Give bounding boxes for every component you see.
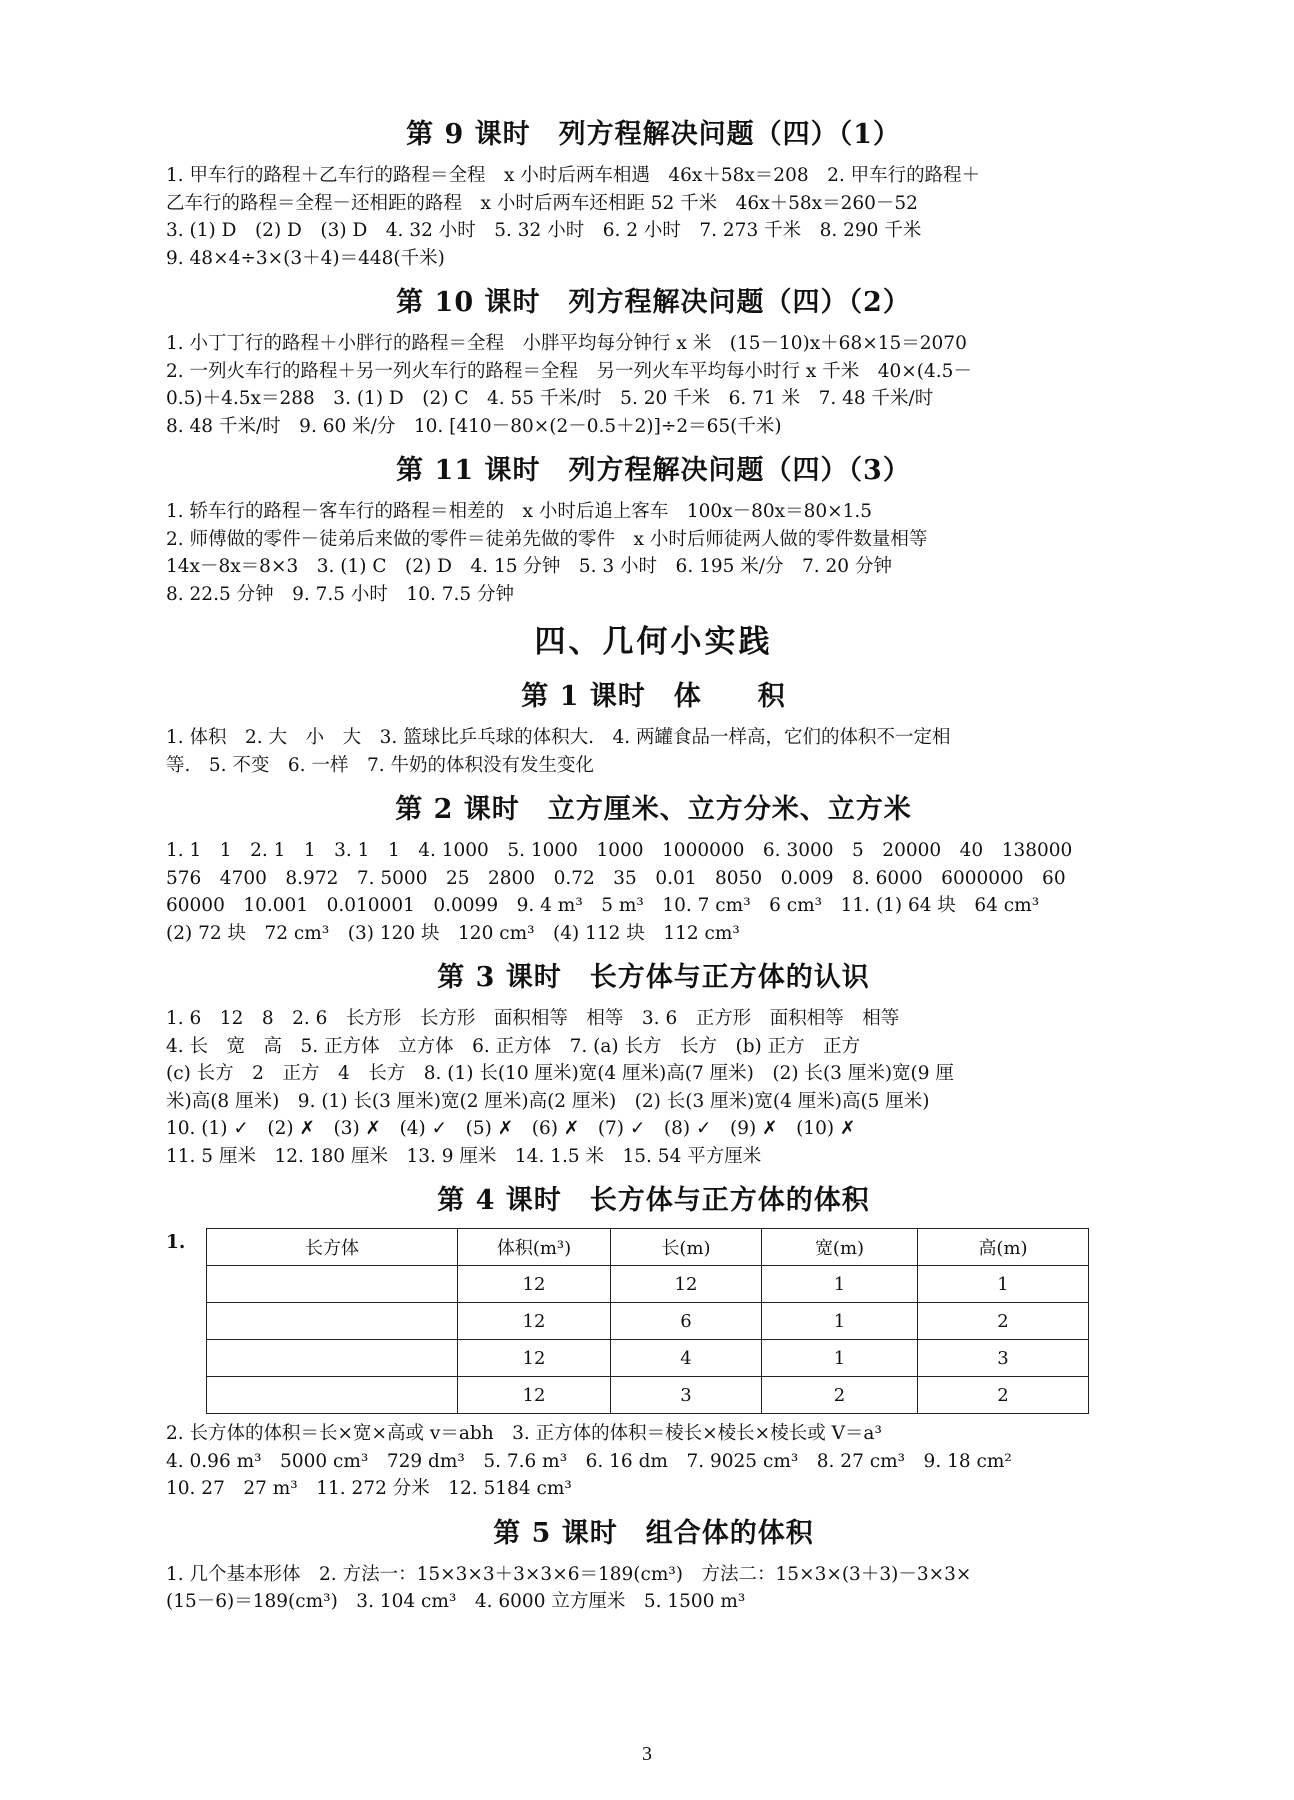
- table-cell: 1: [762, 1266, 918, 1303]
- answer-lines: [166, 1420, 1141, 1503]
- table-cell: 2: [918, 1377, 1089, 1414]
- answer-line: 4. 长 宽 高 5. 正方体 立方体 6. 正方体 7. (a) 长方 长方 (b) 正方 正方: [166, 1035, 861, 1057]
- answer-line: 10. (1) ✓ (2) ✗ (3) ✗ (4) ✓ (5) ✗ (6) ✗ (7) ✓ (8) ✓ (9) ✗ (10) ✗: [166, 1118, 856, 1139]
- page-number: 3: [642, 1743, 652, 1765]
- lesson-title: 第 2 课时 立方厘米、立方分米、立方米: [395, 794, 912, 825]
- table-header-cell: 长方体: [207, 1229, 458, 1266]
- answer-lines: [166, 837, 1141, 947]
- answer-line: (2) 72 块 72 cm³ (3) 120 块 120 cm³ (4) 112 块 112 cm³: [166, 922, 740, 944]
- table-row: [207, 1266, 1089, 1303]
- table-cell: 12: [458, 1266, 611, 1303]
- table-question: [166, 1228, 1141, 1414]
- answer-line: 8. 48 千米/时 9. 60 米/分 10. [410－80×(2－0.5＋2)]÷2＝65(千米): [166, 415, 782, 437]
- answer-line: 14x－8x＝8×3 3. (1) C (2) D 4. 15 分钟 5. 3 小时 6. 195 米/分 7. 20 分钟: [166, 556, 892, 577]
- table-header-cell: 高(m): [918, 1229, 1089, 1266]
- answer-line: 576 4700 8.972 7. 5000 25 2800 0.72 35 0.01 8050 0.009 8. 6000 6000000 60: [166, 867, 1066, 889]
- table-header-cell: 体积(m³): [458, 1229, 611, 1266]
- lesson-title: 第 4 课时 长方体与正方体的体积: [437, 1185, 870, 1216]
- answer-line: 米)高(8 厘米) 9. (1) 长(3 厘米)宽(2 厘米)高(2 厘米) (2) 长(3 厘米)宽(4 厘米)高(5 厘米): [166, 1090, 930, 1112]
- answer-line: 1. 6 12 8 2. 6 长方形 长方形 面积相等 相等 3. 6 正方形 面积相等 相等: [166, 1008, 900, 1029]
- table-cell: 12: [458, 1377, 611, 1414]
- lesson-title: 第 1 课时 体 积: [521, 681, 786, 712]
- answer-lines: [166, 162, 1141, 272]
- answer-line: 乙车行的路程＝全程－还相距的路程 x 小时后两车还相距 52 千米 46x＋58x＝260－52: [166, 192, 918, 214]
- answer-line: 4. 0.96 m³ 5000 cm³ 729 dm³ 5. 7.6 m³ 6. 16 dm 7. 9025 cm³ 8. 27 cm³ 9. 18 cm²: [166, 1450, 1012, 1472]
- table-row: [207, 1377, 1089, 1414]
- answer-line: (15－6)＝189(cm³) 3. 104 cm³ 4. 6000 立方厘米 5. 1500 m³: [166, 1591, 746, 1612]
- lesson-title: 第 11 课时 列方程解决问题（四）（3）: [396, 455, 911, 486]
- lesson-title: 第 5 课时 组合体的体积: [493, 1517, 814, 1549]
- answer-line: 10. 27 27 m³ 11. 272 分米 12. 5184 cm³: [166, 1478, 572, 1499]
- answer-line: 1. 几个基本形体 2. 方法一：15×3×3＋3×3×6＝189(cm³) 方法二：15×3×(3＋3)－3×3×: [166, 1563, 972, 1585]
- lesson-title: 第 3 课时 长方体与正方体的认识: [437, 962, 870, 993]
- table-cell: 1: [918, 1266, 1089, 1303]
- answer-line: 2. 长方体的体积＝长×宽×高或 v＝abh 3. 正方体的体积＝棱长×棱长×棱长或 V＝a³: [166, 1423, 882, 1444]
- table-cell: [207, 1303, 458, 1340]
- table-cell: 2: [762, 1377, 918, 1414]
- answer-line: 1. 甲车行的路程＋乙车行的路程＝全程 x 小时后两车相遇 46x＋58x＝208 2. 甲车行的路程＋: [166, 165, 981, 186]
- table-cell: 12: [458, 1340, 611, 1377]
- table-header-row: [207, 1229, 1089, 1266]
- answer-lines: [166, 1561, 1141, 1616]
- answer-line: (c) 长方 2 正方 4 长方 8. (1) 长(10 厘米)宽(4 厘米)高(7 厘米) (2) 长(3 厘米)宽(9 厘: [166, 1063, 954, 1084]
- table-header-cell: 宽(m): [762, 1229, 918, 1266]
- answer-line: 3. (1) D (2) D (3) D 4. 32 小时 5. 32 小时 6. 2 小时 7. 273 千米 8. 290 千米: [166, 220, 922, 241]
- answer-line: 1. 体积 2. 大 小 大 3. 篮球比乒乓球的体积大. 4. 两罐食品一样高，它们的体积不一定相: [166, 727, 951, 748]
- question-number: 1.: [166, 1232, 186, 1253]
- table-cell: 12: [458, 1303, 611, 1340]
- answer-line: 9. 48×4÷3×(3＋4)＝448(千米): [166, 247, 445, 269]
- table-cell: 2: [918, 1303, 1089, 1340]
- table-cell: 1: [762, 1340, 918, 1377]
- table-cell: 1: [762, 1303, 918, 1340]
- answer-line: 8. 22.5 分钟 9. 7.5 小时 10. 7.5 分钟: [166, 583, 515, 605]
- lesson-title: 第 9 课时 列方程解决问题（四）（1）: [406, 119, 901, 150]
- page-content: [166, 118, 1141, 1630]
- table-cell: 3: [918, 1340, 1089, 1377]
- answer-line: 等. 5. 不变 6. 一样 7. 牛奶的体积没有发生变化: [166, 754, 594, 776]
- answer-lines: [166, 724, 1141, 779]
- table-header-cell: 长(m): [611, 1229, 762, 1266]
- table-cell: [207, 1266, 458, 1303]
- answer-line: 2. 一列火车行的路程＋另一列火车行的路程＝全程 另一列火车平均每小时行 x 千米 40×(4.5－: [166, 360, 972, 382]
- volume-table: [206, 1228, 1089, 1414]
- table-cell: [207, 1377, 458, 1414]
- table-cell: [207, 1340, 458, 1377]
- table-row: [207, 1340, 1089, 1377]
- answer-lines: [166, 330, 1141, 440]
- chapter-heading: 四、几何小实践: [534, 624, 773, 660]
- answer-line: 0.5)＋4.5x＝288 3. (1) D (2) C 4. 55 千米/时 5. 20 千米 6. 71 米 7. 48 千米/时: [166, 388, 934, 409]
- answer-line: 1. 1 1 2. 1 1 3. 1 1 4. 1000 5. 1000 1000 1000000 6. 3000 5 20000 40 138000: [166, 840, 1073, 861]
- answer-line: 11. 5 厘米 12. 180 厘米 13. 9 厘米 14. 1.5 米 15. 54 平方厘米: [166, 1145, 762, 1167]
- table-cell: 4: [611, 1340, 762, 1377]
- answer-line: 2. 师傅做的零件－徒弟后来做的零件＝徒弟先做的零件 x 小时后师徒两人做的零件数量相等: [166, 528, 928, 550]
- answer-lines: [166, 498, 1141, 608]
- answer-line: 1. 小丁丁行的路程＋小胖行的路程＝全程 小胖平均每分钟行 x 米 (15－10)x＋68×15＝2070: [166, 333, 967, 354]
- answer-line: 1. 轿车行的路程－客车行的路程＝相差的 x 小时后追上客车 100x－80x＝80×1.5: [166, 501, 873, 522]
- lesson-title: 第 10 课时 列方程解决问题（四）（2）: [396, 287, 911, 318]
- table-row: [207, 1303, 1089, 1340]
- table-cell: 12: [611, 1266, 762, 1303]
- table-cell: 6: [611, 1303, 762, 1340]
- answer-line: 60000 10.001 0.010001 0.0099 9. 4 m³ 5 m³ 10. 7 cm³ 6 cm³ 11. (1) 64 块 64 cm³: [166, 895, 1040, 916]
- answer-lines: [166, 1005, 1141, 1170]
- table-cell: 3: [611, 1377, 762, 1414]
